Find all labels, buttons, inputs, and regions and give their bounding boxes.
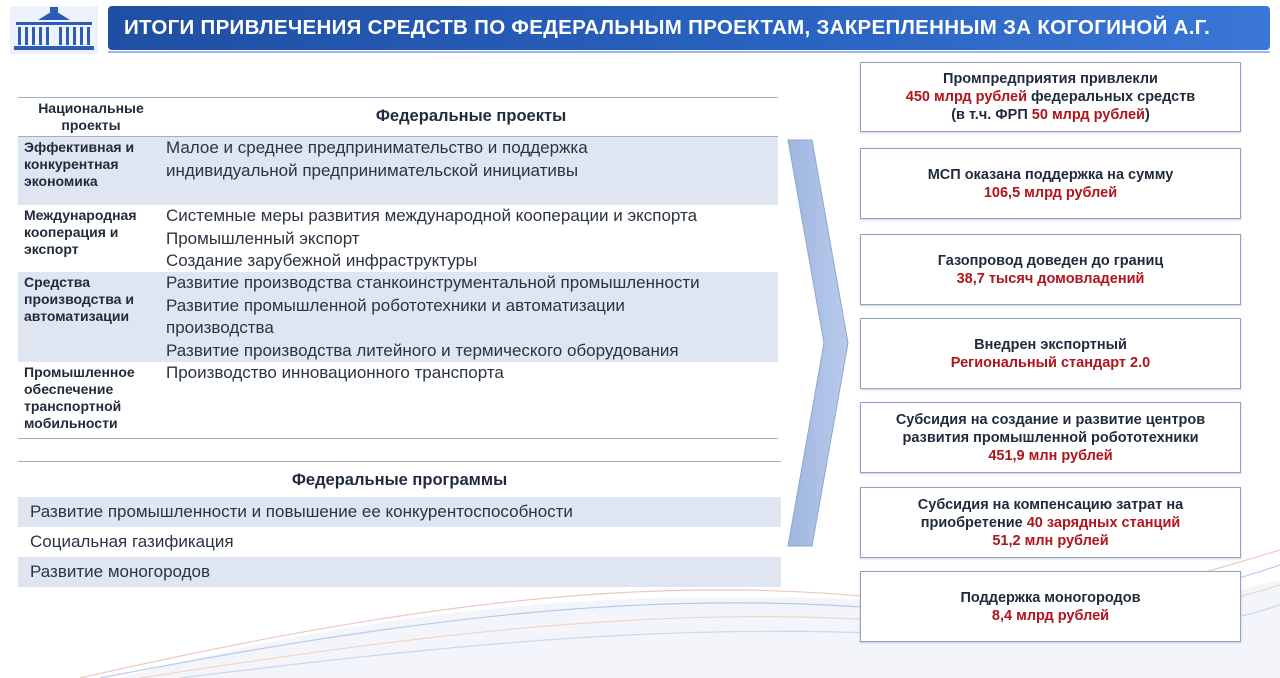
list-item: индивидуальной предпринимательской инициативы (166, 160, 579, 180)
result-highlight: Региональный стандарт 2.0 (950, 354, 1151, 371)
national-projects-header: Национальные проекты (38, 100, 144, 133)
list-item: Малое и среднее предпринимательство и поддержка (166, 138, 588, 157)
result-text (906, 88, 1195, 106)
national-projects-table (18, 97, 778, 439)
federal-projects-list (166, 272, 700, 362)
result-highlight: 38,7 тысяч домовладений (956, 270, 1145, 287)
list-item: Развитие промышленной робототехники и автоматизации (166, 295, 625, 315)
result-text: развития промышленной робототехники (902, 429, 1199, 446)
federal-programs-header: Федеральные программы (18, 461, 781, 497)
federal-programs-table (18, 461, 781, 587)
result-card (860, 402, 1241, 473)
table-row (18, 362, 778, 439)
result-text: Субсидия на компенсацию затрат на (917, 496, 1184, 513)
national-project-name: Международная кооперация и экспорт (24, 207, 137, 257)
result-card (860, 62, 1241, 132)
list-item: Промышленный экспорт (166, 228, 360, 248)
chevron-right-icon (786, 138, 850, 548)
result-highlight: 106,5 млрд рублей (983, 184, 1118, 201)
result-card (860, 148, 1241, 219)
result-card (860, 571, 1241, 642)
result-highlight: 8,4 млрд рублей (991, 607, 1110, 624)
result-card (860, 318, 1241, 389)
list-item: Развитие производства станкоинструментальной промышленности (166, 273, 700, 292)
federal-projects-header: Федеральные проекты (375, 107, 567, 125)
result-highlight: 50 млрд рублей (1031, 107, 1145, 123)
result-text: Субсидия на создание и развитие центров (895, 411, 1206, 428)
result-text (921, 514, 1181, 532)
table-row (18, 272, 778, 362)
federal-projects-list (166, 362, 504, 438)
federal-projects-list (166, 205, 697, 272)
result-text: приобретение (920, 514, 1027, 531)
table-header (18, 97, 778, 137)
result-text: (в т.ч. ФРП (951, 107, 1032, 123)
result-card (860, 487, 1241, 558)
result-highlight: 450 млрд рублей (905, 89, 1027, 105)
national-project-name: Средства производства и автоматизации (24, 274, 134, 324)
list-item: Развитие производства литейного и термического оборудования (166, 340, 679, 360)
table-row (18, 205, 778, 272)
result-card (860, 234, 1241, 305)
list-item: Создание зарубежной инфраструктуры (166, 251, 478, 270)
list-item: Производство инновационного транспорта (166, 363, 504, 382)
list-item: Развитие моногородов (18, 557, 781, 587)
result-text: Газопровод доведен до границ (937, 252, 1164, 269)
result-text (951, 106, 1150, 124)
government-building-logo (10, 6, 98, 54)
table-row (18, 137, 778, 205)
list-item: Социальная газификация (30, 532, 234, 551)
result-highlight: 40 зарядных станций (1026, 514, 1181, 531)
result-highlight: 451,9 млн рублей (988, 447, 1113, 464)
list-item: Системные меры развития международной кооперации и экспорта (166, 206, 698, 225)
result-text: федеральных средств (1027, 89, 1196, 105)
national-project-name: Эффективная и конкурентная экономика (24, 139, 135, 189)
result-text: Внедрен экспортный (974, 336, 1127, 353)
result-text: МСП оказана поддержка на сумму (927, 166, 1174, 183)
result-text: ) (1144, 107, 1150, 123)
result-text: Поддержка моногородов (960, 589, 1141, 606)
federal-projects-list (166, 137, 588, 205)
result-highlight: 51,2 млн рублей (992, 532, 1109, 549)
list-item: производства (166, 318, 274, 337)
national-project-name: Промышленное обеспечение транспортной мобильности (24, 364, 135, 431)
page-title: ИТОГИ ПРИВЛЕЧЕНИЯ СРЕДСТВ ПО ФЕДЕРАЛЬНЫМ ПРОЕКТАМ, ЗАКРЕПЛЕННЫМ ЗА КОГОГИНОЙ А.Г. (108, 6, 1270, 50)
result-text: Промпредприятия привлекли (943, 71, 1158, 87)
list-item: Развитие промышленности и повышение ее конкурентоспособности (18, 497, 781, 527)
